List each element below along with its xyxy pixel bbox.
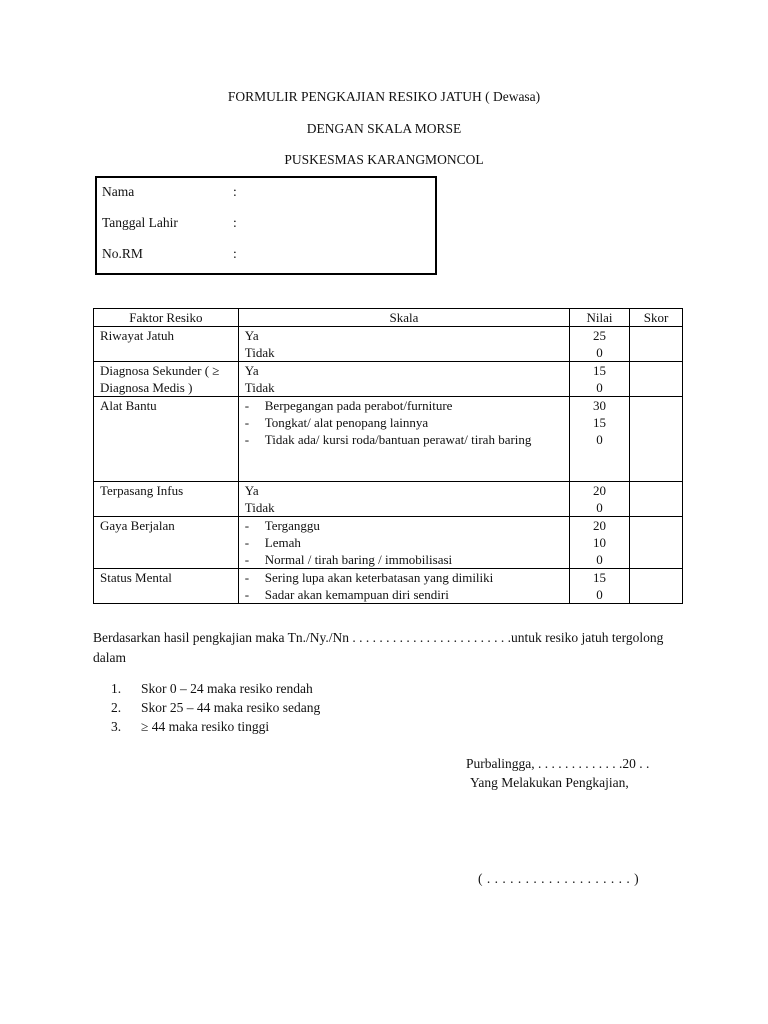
skala-bullet-text: Normal / tirah baring / immobilisasi xyxy=(264,552,453,567)
skala-cell xyxy=(238,482,569,517)
nilai-value: 0 xyxy=(596,587,603,602)
table-row xyxy=(94,327,683,362)
skala-cell xyxy=(238,362,569,397)
skala-bullet xyxy=(245,534,563,551)
table-row xyxy=(94,482,683,517)
faktor-label: Riwayat Jatuh xyxy=(100,328,175,343)
nilai-value: 15 xyxy=(593,363,607,378)
tanggal-lahir-label: Tanggal Lahir xyxy=(102,215,178,230)
skala-bullet-list xyxy=(245,569,563,603)
skala-bullet xyxy=(245,431,563,448)
faktor-sublabel: ( ≥ Diagnosa Medis ) xyxy=(100,363,220,395)
nilai-cell xyxy=(570,362,630,397)
dash-bullet-icon: - xyxy=(244,587,250,602)
nilai-value: 15 xyxy=(593,415,607,430)
skala-bullet-list xyxy=(245,397,563,448)
no-rm-label: No.RM xyxy=(102,246,143,261)
signature-role: Yang Melakukan Pengkajian, xyxy=(470,775,629,790)
risk-category-list xyxy=(111,679,320,736)
nama-colon: : xyxy=(233,184,237,199)
skor-cell[interactable] xyxy=(630,517,683,569)
skala-bullet-text: Tidak ada/ kursi roda/bantuan perawat/ tirah baring xyxy=(264,432,532,447)
faktor-cell xyxy=(94,362,239,397)
list-item xyxy=(111,679,320,698)
header-faktor-resiko: Faktor Resiko xyxy=(94,309,239,327)
skala-cell xyxy=(238,569,569,604)
header-nilai: Nilai xyxy=(570,309,630,327)
signature-place-date: Purbalingga, . . . . . . . . . . . . .20 . . xyxy=(466,756,650,771)
skala-bullet xyxy=(245,397,563,414)
faktor-label: Diagnosa Sekunder xyxy=(100,363,202,378)
nilai-cell xyxy=(570,517,630,569)
nilai-cell xyxy=(570,397,630,482)
nilai-value: 10 xyxy=(593,535,607,550)
skor-cell[interactable] xyxy=(630,327,683,362)
faktor-cell xyxy=(94,482,239,517)
nilai-value: 25 xyxy=(593,328,607,343)
table-header-row xyxy=(94,309,683,327)
skala-bullet xyxy=(245,414,563,431)
skala-bullet xyxy=(245,586,563,603)
faktor-cell xyxy=(94,397,239,482)
skala-bullet-text: Terganggu xyxy=(264,518,320,533)
skala-bullet xyxy=(245,517,563,534)
list-item xyxy=(111,717,320,736)
faktor-label: Terpasang Infus xyxy=(100,483,184,498)
skor-cell[interactable] xyxy=(630,362,683,397)
skala-bullet-text: Berpegangan pada perabot/furniture xyxy=(264,398,453,413)
nilai-cell xyxy=(570,569,630,604)
institution-name: PUSKESMAS KARANGMONCOL xyxy=(284,152,484,167)
faktor-cell xyxy=(94,327,239,362)
no-rm-colon: : xyxy=(233,246,237,261)
faktor-label: Gaya Berjalan xyxy=(100,518,175,533)
skala-option: Tidak xyxy=(244,380,275,395)
nilai-value: 20 xyxy=(593,518,607,533)
skala-bullet-list xyxy=(245,517,563,568)
form-subtitle: DENGAN SKALA MORSE xyxy=(306,121,462,136)
dash-bullet-icon: - xyxy=(244,518,250,533)
skala-bullet xyxy=(245,569,563,586)
skala-option: Tidak xyxy=(244,500,275,515)
skala-option: Tidak xyxy=(244,345,275,360)
skala-option: Ya xyxy=(244,328,259,343)
header-skala: Skala xyxy=(238,309,569,327)
nilai-value: 0 xyxy=(596,500,603,515)
faktor-label: Status Mental xyxy=(100,570,172,585)
list-number: 1. xyxy=(111,681,122,696)
table-row xyxy=(94,397,683,482)
dash-bullet-icon: - xyxy=(244,432,250,447)
list-number: 2. xyxy=(111,700,122,715)
nilai-value: 30 xyxy=(593,398,607,413)
skala-bullet-text: Sering lupa akan keterbatasan yang dimiliki xyxy=(264,570,494,585)
list-item xyxy=(111,698,320,717)
nama-label: Nama xyxy=(102,184,135,199)
patient-identity-box xyxy=(95,176,437,275)
skala-cell xyxy=(238,517,569,569)
morse-fall-scale-table xyxy=(93,308,683,604)
nilai-value: 0 xyxy=(596,345,603,360)
skor-cell[interactable] xyxy=(630,569,683,604)
list-text: Skor 25 – 44 maka resiko sedang xyxy=(141,700,321,715)
faktor-label: Alat Bantu xyxy=(100,398,157,413)
form-title: FORMULIR PENGKAJIAN RESIKO JATUH ( Dewasa) xyxy=(227,89,541,104)
list-text: Skor 0 – 24 maka resiko rendah xyxy=(141,681,313,696)
skala-cell xyxy=(238,397,569,482)
dash-bullet-icon: - xyxy=(244,415,250,430)
identity-row-tanggal-lahir xyxy=(102,215,237,231)
nilai-value: 20 xyxy=(593,483,607,498)
tanggal-lahir-colon: : xyxy=(233,215,237,230)
skala-option: Ya xyxy=(244,483,259,498)
nilai-value: 0 xyxy=(596,432,603,447)
identity-row-no-rm xyxy=(102,246,237,262)
table-row xyxy=(94,362,683,397)
skala-bullet-text: Lemah xyxy=(264,535,301,550)
table-row xyxy=(94,517,683,569)
dash-bullet-icon: - xyxy=(244,570,250,585)
nilai-value: 0 xyxy=(596,380,603,395)
list-number: 3. xyxy=(111,719,122,734)
table-row xyxy=(94,569,683,604)
faktor-cell xyxy=(94,517,239,569)
nilai-cell xyxy=(570,327,630,362)
dash-bullet-icon: - xyxy=(244,535,250,550)
skala-bullet-text: Tongkat/ alat penopang lainnya xyxy=(264,415,429,430)
skala-bullet xyxy=(245,551,563,568)
skor-cell[interactable] xyxy=(630,397,683,482)
list-text: ≥ 44 maka resiko tinggi xyxy=(141,719,270,734)
dash-bullet-icon: - xyxy=(244,398,250,413)
header-skor: Skor xyxy=(630,309,683,327)
faktor-cell xyxy=(94,569,239,604)
nilai-value: 0 xyxy=(596,552,603,567)
dash-bullet-icon: - xyxy=(244,552,250,567)
signature-name-line: ( . . . . . . . . . . . . . . . . . . . ) xyxy=(478,871,640,886)
nilai-value: 15 xyxy=(593,570,607,585)
nilai-cell xyxy=(570,482,630,517)
skala-bullet-text: Sadar akan kemampuan diri sendiri xyxy=(264,587,449,602)
identity-row-nama xyxy=(102,184,237,200)
skor-cell[interactable] xyxy=(630,482,683,517)
skala-option: Ya xyxy=(244,363,259,378)
conclusion-text: Berdasarkan hasil pengkajian maka Tn./Ny./Nn . . . . . . . . . . . . . . . . . . . . . . . .untuk resiko jatuh tergolong dalam xyxy=(93,630,664,665)
skala-cell xyxy=(238,327,569,362)
